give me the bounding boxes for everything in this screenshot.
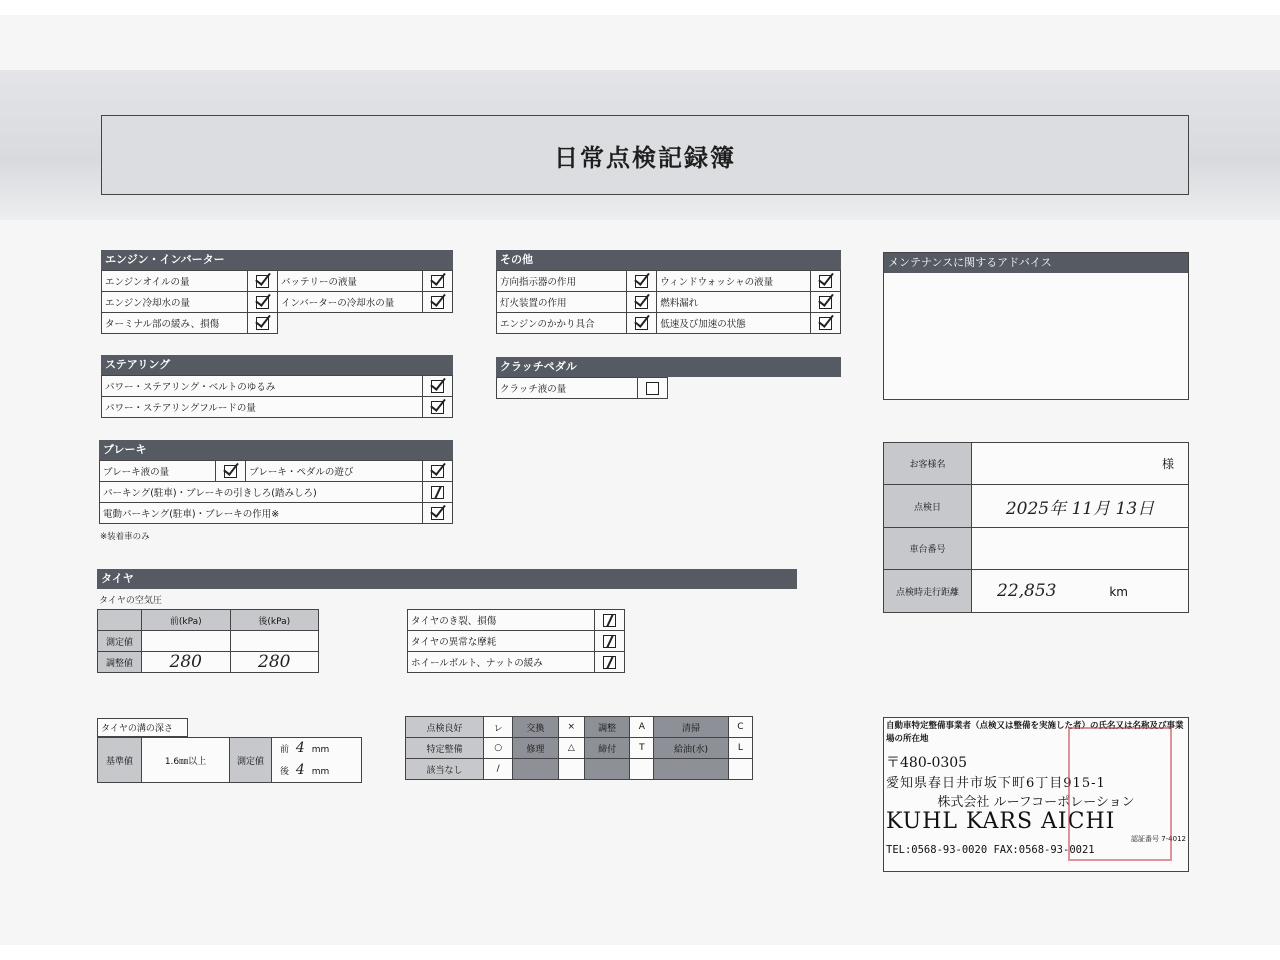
brake-item-pedal: ブレーキ・ペダルの遊び <box>246 461 423 482</box>
legend-table <box>405 716 753 780</box>
tread-rear-label: 後 <box>280 767 290 777</box>
checkbox-not-applicable[interactable] <box>603 635 616 648</box>
steering-header: ステアリング <box>101 355 453 375</box>
legend-label: 点検良好 <box>406 717 484 738</box>
checkbox-checked[interactable] <box>431 275 444 288</box>
advice-header: メンテナンスに関するアドバイス <box>884 253 1188 273</box>
customer-name-label: お客様名 <box>884 443 972 485</box>
other-item-turn-signal: 方向指示器の作用 <box>497 271 627 292</box>
standard-value: 1.6㎜以上 <box>142 738 230 783</box>
shop-postal: 〒480-0305 <box>886 755 968 771</box>
clutch-section <box>496 357 841 399</box>
advice-box <box>883 252 1189 400</box>
tread-rear-value[interactable]: 4 <box>295 762 305 778</box>
legend-label: 清掃 <box>654 717 729 738</box>
checkbox-checked[interactable] <box>431 507 444 520</box>
engine-item-battery: バッテリーの液量 <box>277 271 422 292</box>
tire-check-crack: タイヤのき裂、損傷 <box>408 610 595 631</box>
engine-item-oil: エンジンオイルの量 <box>102 271 248 292</box>
tread-rear-unit: mm <box>311 767 330 777</box>
tire-check-bolts: ホイールボルト、ナットの緩み <box>408 652 595 673</box>
legend-symbol: T <box>630 738 654 759</box>
legend-label: 交換 <box>513 717 558 738</box>
legend-label: 調整 <box>584 717 629 738</box>
tire-check-wear: タイヤの異常な摩耗 <box>408 631 595 652</box>
shop-registration: 認証番号 7-4012 <box>1130 835 1186 843</box>
brake-item-parking: パーキング(駐車)・ブレーキの引きしろ(踏みしろ) <box>100 482 423 503</box>
other-item-acceleration: 低速及び加速の状態 <box>657 313 811 334</box>
rear-adjusted[interactable]: 280 <box>230 652 319 673</box>
checkbox-checked[interactable] <box>431 296 444 309</box>
checkbox-checked[interactable] <box>256 275 269 288</box>
legend-label: 修理 <box>513 738 558 759</box>
rear-measured[interactable] <box>230 631 319 652</box>
checkbox-checked[interactable] <box>819 317 832 330</box>
engine-item-terminal: ターミナル部の緩み、損傷 <box>102 313 248 334</box>
legend-symbol: / <box>484 759 513 780</box>
checkbox-checked[interactable] <box>256 317 269 330</box>
legend-label: 該当なし <box>406 759 484 780</box>
tire-pressure-table <box>97 609 319 673</box>
shop-tel-fax: TEL:0568-93-0020 FAX:0568-93-0021 <box>886 844 1095 856</box>
brake-item-fluid: ブレーキ液の量 <box>100 461 216 482</box>
legend-label: 給油(水) <box>654 738 729 759</box>
checkbox-checked[interactable] <box>635 296 648 309</box>
other-item-fuel-leak: 燃料漏れ <box>657 292 811 313</box>
legend-symbol: △ <box>558 738 584 759</box>
clutch-header: クラッチペダル <box>496 357 841 377</box>
tire-check-table <box>407 609 625 673</box>
legend-symbol: A <box>630 717 654 738</box>
mileage-unit: km <box>1109 585 1128 599</box>
checkbox-checked[interactable] <box>224 465 237 478</box>
page-title: 日常点検記録簿 <box>554 143 736 172</box>
checkbox-checked[interactable] <box>431 401 444 414</box>
checkbox-checked[interactable] <box>431 380 444 393</box>
standard-label: 基準値 <box>98 738 142 783</box>
checkbox-checked[interactable] <box>431 465 444 478</box>
clutch-item-fluid: クラッチ液の量 <box>497 378 638 399</box>
tire-header: タイヤ <box>97 569 797 589</box>
rear-kpa-header: 後(kPa) <box>230 610 319 631</box>
tread-front-unit: mm <box>311 745 330 755</box>
mileage-field[interactable] <box>972 570 1189 613</box>
brake-header: ブレーキ <box>99 440 453 460</box>
adjusted-label: 調整値 <box>98 652 142 673</box>
checkbox-not-applicable[interactable] <box>603 656 616 669</box>
shop-brand: KUHL KARS AICHI <box>886 809 1116 834</box>
tread-front-label: 前 <box>280 745 290 755</box>
vehicle-number-label: 車台番号 <box>884 528 972 570</box>
engine-header: エンジン・インバーター <box>101 250 453 270</box>
tread-front-value[interactable]: 4 <box>295 740 305 756</box>
checkbox-not-applicable[interactable] <box>603 614 616 627</box>
brake-note: ※装着車のみ <box>100 532 150 542</box>
other-item-lights: 灯火装置の作用 <box>497 292 627 313</box>
other-item-washer: ウィンドウォッシャの液量 <box>657 271 811 292</box>
legend-symbol: C <box>728 717 752 738</box>
tire-pressure-label: タイヤの空気圧 <box>99 596 162 606</box>
checkbox-not-applicable[interactable] <box>431 486 444 499</box>
checkbox-checked[interactable] <box>635 317 648 330</box>
brake-section <box>99 440 453 524</box>
steering-item-fluid: パワー・ステアリングフルードの量 <box>102 397 423 418</box>
customer-info <box>883 442 1189 613</box>
checkbox-empty[interactable] <box>646 382 659 395</box>
front-kpa-header: 前(kPa) <box>142 610 231 631</box>
legend-symbol: × <box>558 717 584 738</box>
front-adjusted[interactable]: 280 <box>142 652 231 673</box>
inspection-date-value[interactable]: 2025年 11月 13日 <box>972 485 1189 528</box>
legend-label: 特定整備 <box>406 738 484 759</box>
front-measured[interactable] <box>142 631 231 652</box>
tread-label: タイヤの溝の深さ <box>98 719 188 737</box>
company-seal-stamp <box>1068 727 1172 861</box>
mileage-label: 点検時走行距離 <box>884 570 972 613</box>
steering-item-belt: パワー・ステアリング・ベルトのゆるみ <box>102 376 423 397</box>
mileage-value: 22,853 <box>997 581 1057 601</box>
checkbox-checked[interactable] <box>819 296 832 309</box>
engine-item-inverter-coolant: インバーターの冷却水の量 <box>277 292 422 313</box>
legend-symbol: レ <box>484 717 513 738</box>
steering-section <box>101 355 453 418</box>
other-header: その他 <box>496 250 841 270</box>
tread-measured-label: 測定値 <box>230 738 272 783</box>
other-section <box>496 250 841 334</box>
tread-section <box>97 718 362 783</box>
title-box <box>101 115 1189 195</box>
shop-address: 愛知県春日井市坂下町6丁目915-1 <box>886 776 1106 791</box>
checkbox-checked[interactable] <box>635 275 648 288</box>
shop-header: 自動車特定整備事業者（点検又は整備を実施した者）の氏名又は名称及び事業場の所在地 <box>886 721 1184 744</box>
brake-item-electric-parking: 電動パーキング(駐車)・ブレーキの作用※ <box>100 503 423 524</box>
engine-section <box>101 250 453 334</box>
legend-symbol: ○ <box>484 738 513 759</box>
measured-label: 測定値 <box>98 631 142 652</box>
shop-company: 株式会社 ルーフコーポレーション <box>937 795 1135 810</box>
other-item-engine-start: エンジンのかかり具合 <box>497 313 627 334</box>
legend-label: 締付 <box>584 738 629 759</box>
checkbox-checked[interactable] <box>819 275 832 288</box>
inspection-date-label: 点検日 <box>884 485 972 528</box>
legend-symbol: L <box>728 738 752 759</box>
customer-name-suffix[interactable]: 様 <box>972 443 1189 485</box>
engine-item-coolant: エンジン冷却水の量 <box>102 292 248 313</box>
checkbox-checked[interactable] <box>256 296 269 309</box>
tire-section <box>97 569 797 589</box>
vehicle-number-field[interactable] <box>972 528 1189 570</box>
